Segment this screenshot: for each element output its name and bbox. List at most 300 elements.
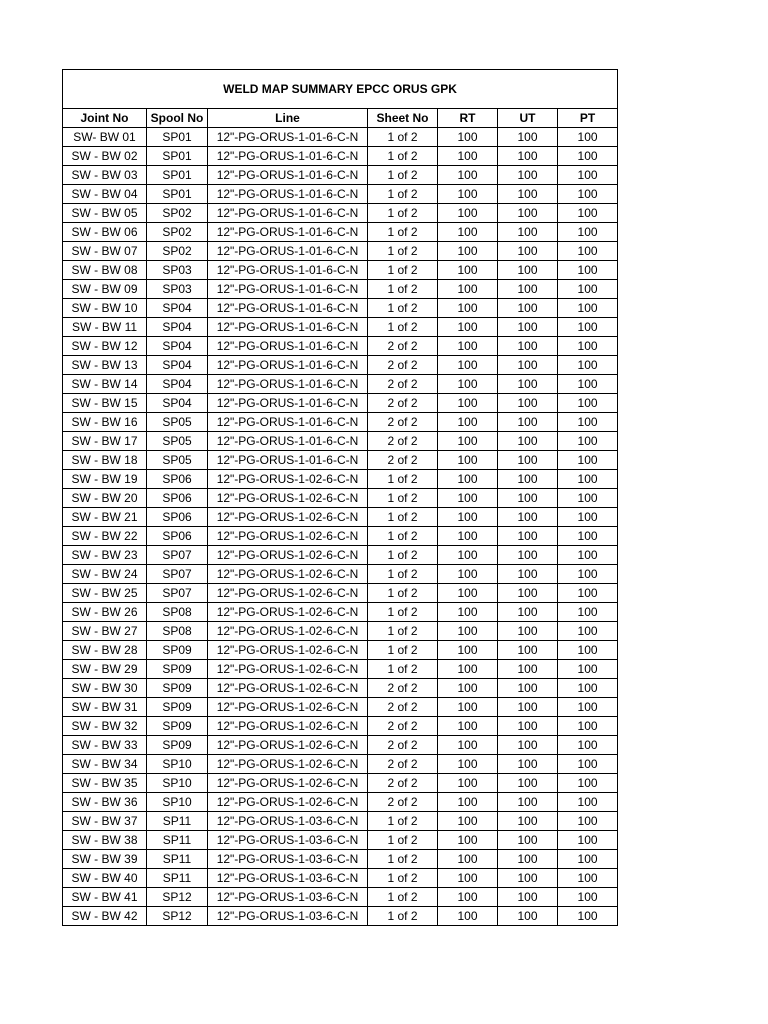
rt-cell: 100 bbox=[438, 717, 498, 736]
joint-no-cell: SW - BW 10 bbox=[63, 299, 147, 318]
pt-cell: 100 bbox=[558, 432, 618, 451]
ut-cell: 100 bbox=[498, 299, 558, 318]
pt-cell: 100 bbox=[558, 584, 618, 603]
pt-cell: 100 bbox=[558, 565, 618, 584]
table-row bbox=[63, 432, 618, 451]
sheet-no-cell: 1 of 2 bbox=[368, 622, 438, 641]
line-cell: 12"-PG-ORUS-1-03-6-C-N bbox=[208, 907, 368, 926]
line-cell: 12"-PG-ORUS-1-01-6-C-N bbox=[208, 337, 368, 356]
pt-cell: 100 bbox=[558, 850, 618, 869]
rt-cell: 100 bbox=[438, 242, 498, 261]
spool-no-cell: SP06 bbox=[147, 470, 208, 489]
line-cell: 12"-PG-ORUS-1-02-6-C-N bbox=[208, 736, 368, 755]
pt-cell: 100 bbox=[558, 527, 618, 546]
sheet-no-cell: 2 of 2 bbox=[368, 337, 438, 356]
table-row bbox=[63, 660, 618, 679]
pt-cell: 100 bbox=[558, 546, 618, 565]
rt-cell: 100 bbox=[438, 584, 498, 603]
pt-cell: 100 bbox=[558, 470, 618, 489]
sheet-no-cell: 2 of 2 bbox=[368, 394, 438, 413]
joint-no-cell: SW - BW 14 bbox=[63, 375, 147, 394]
pt-cell: 100 bbox=[558, 812, 618, 831]
joint-no-cell: SW - BW 29 bbox=[63, 660, 147, 679]
line-cell: 12"-PG-ORUS-1-02-6-C-N bbox=[208, 660, 368, 679]
ut-cell: 100 bbox=[498, 413, 558, 432]
line-cell: 12"-PG-ORUS-1-01-6-C-N bbox=[208, 356, 368, 375]
spool-no-cell: SP02 bbox=[147, 223, 208, 242]
sheet-no-cell: 1 of 2 bbox=[368, 641, 438, 660]
sheet-no-cell: 2 of 2 bbox=[368, 698, 438, 717]
sheet-no-cell: 1 of 2 bbox=[368, 584, 438, 603]
spool-no-cell: SP03 bbox=[147, 280, 208, 299]
line-cell: 12"-PG-ORUS-1-02-6-C-N bbox=[208, 774, 368, 793]
spool-no-cell: SP08 bbox=[147, 622, 208, 641]
spool-no-cell: SP08 bbox=[147, 603, 208, 622]
rt-cell: 100 bbox=[438, 147, 498, 166]
rt-cell: 100 bbox=[438, 185, 498, 204]
line-cell: 12"-PG-ORUS-1-02-6-C-N bbox=[208, 489, 368, 508]
pt-cell: 100 bbox=[558, 223, 618, 242]
pt-cell: 100 bbox=[558, 641, 618, 660]
rt-cell: 100 bbox=[438, 565, 498, 584]
table-row bbox=[63, 394, 618, 413]
joint-no-cell: SW - BW 16 bbox=[63, 413, 147, 432]
spool-no-cell: SP01 bbox=[147, 185, 208, 204]
sheet-no-cell: 1 of 2 bbox=[368, 660, 438, 679]
rt-cell: 100 bbox=[438, 831, 498, 850]
spool-no-cell: SP06 bbox=[147, 489, 208, 508]
column-header-joint-no: Joint No bbox=[63, 109, 147, 128]
spool-no-cell: SP09 bbox=[147, 698, 208, 717]
spool-no-cell: SP01 bbox=[147, 166, 208, 185]
table-row bbox=[63, 736, 618, 755]
spool-no-cell: SP05 bbox=[147, 451, 208, 470]
sheet-no-cell: 1 of 2 bbox=[368, 166, 438, 185]
table-row bbox=[63, 470, 618, 489]
pt-cell: 100 bbox=[558, 394, 618, 413]
weld-map-table bbox=[62, 69, 618, 926]
table-row bbox=[63, 375, 618, 394]
pt-cell: 100 bbox=[558, 356, 618, 375]
ut-cell: 100 bbox=[498, 907, 558, 926]
sheet-no-cell: 1 of 2 bbox=[368, 261, 438, 280]
column-header-pt: PT bbox=[558, 109, 618, 128]
ut-cell: 100 bbox=[498, 774, 558, 793]
sheet-no-cell: 2 of 2 bbox=[368, 432, 438, 451]
rt-cell: 100 bbox=[438, 261, 498, 280]
spool-no-cell: SP09 bbox=[147, 641, 208, 660]
rt-cell: 100 bbox=[438, 660, 498, 679]
pt-cell: 100 bbox=[558, 679, 618, 698]
line-cell: 12"-PG-ORUS-1-02-6-C-N bbox=[208, 584, 368, 603]
sheet-no-cell: 1 of 2 bbox=[368, 470, 438, 489]
pt-cell: 100 bbox=[558, 736, 618, 755]
joint-no-cell: SW - BW 11 bbox=[63, 318, 147, 337]
table-row bbox=[63, 204, 618, 223]
spool-no-cell: SP11 bbox=[147, 831, 208, 850]
pt-cell: 100 bbox=[558, 508, 618, 527]
sheet-no-cell: 2 of 2 bbox=[368, 755, 438, 774]
joint-no-cell: SW - BW 39 bbox=[63, 850, 147, 869]
sheet-no-cell: 1 of 2 bbox=[368, 603, 438, 622]
spool-no-cell: SP04 bbox=[147, 318, 208, 337]
joint-no-cell: SW - BW 15 bbox=[63, 394, 147, 413]
ut-cell: 100 bbox=[498, 394, 558, 413]
line-cell: 12"-PG-ORUS-1-01-6-C-N bbox=[208, 451, 368, 470]
ut-cell: 100 bbox=[498, 432, 558, 451]
spool-no-cell: SP04 bbox=[147, 337, 208, 356]
joint-no-cell: SW - BW 35 bbox=[63, 774, 147, 793]
table-row bbox=[63, 831, 618, 850]
table-row bbox=[63, 679, 618, 698]
line-cell: 12"-PG-ORUS-1-02-6-C-N bbox=[208, 508, 368, 527]
line-cell: 12"-PG-ORUS-1-02-6-C-N bbox=[208, 470, 368, 489]
table-row bbox=[63, 812, 618, 831]
sheet-no-cell: 1 of 2 bbox=[368, 907, 438, 926]
ut-cell: 100 bbox=[498, 584, 558, 603]
spool-no-cell: SP07 bbox=[147, 546, 208, 565]
rt-cell: 100 bbox=[438, 641, 498, 660]
spool-no-cell: SP04 bbox=[147, 394, 208, 413]
ut-cell: 100 bbox=[498, 717, 558, 736]
rt-cell: 100 bbox=[438, 622, 498, 641]
spool-no-cell: SP12 bbox=[147, 888, 208, 907]
rt-cell: 100 bbox=[438, 280, 498, 299]
line-cell: 12"-PG-ORUS-1-02-6-C-N bbox=[208, 698, 368, 717]
line-cell: 12"-PG-ORUS-1-01-6-C-N bbox=[208, 128, 368, 147]
joint-no-cell: SW - BW 08 bbox=[63, 261, 147, 280]
spool-no-cell: SP11 bbox=[147, 850, 208, 869]
ut-cell: 100 bbox=[498, 242, 558, 261]
pt-cell: 100 bbox=[558, 717, 618, 736]
table-row bbox=[63, 546, 618, 565]
joint-no-cell: SW - BW 19 bbox=[63, 470, 147, 489]
ut-cell: 100 bbox=[498, 660, 558, 679]
joint-no-cell: SW - BW 28 bbox=[63, 641, 147, 660]
rt-cell: 100 bbox=[438, 850, 498, 869]
pt-cell: 100 bbox=[558, 299, 618, 318]
joint-no-cell: SW - BW 12 bbox=[63, 337, 147, 356]
joint-no-cell: SW - BW 03 bbox=[63, 166, 147, 185]
line-cell: 12"-PG-ORUS-1-01-6-C-N bbox=[208, 242, 368, 261]
pt-cell: 100 bbox=[558, 755, 618, 774]
pt-cell: 100 bbox=[558, 185, 618, 204]
sheet-no-cell: 1 of 2 bbox=[368, 489, 438, 508]
table-row bbox=[63, 717, 618, 736]
pt-cell: 100 bbox=[558, 660, 618, 679]
rt-cell: 100 bbox=[438, 166, 498, 185]
line-cell: 12"-PG-ORUS-1-01-6-C-N bbox=[208, 432, 368, 451]
table-row bbox=[63, 261, 618, 280]
joint-no-cell: SW - BW 41 bbox=[63, 888, 147, 907]
line-cell: 12"-PG-ORUS-1-02-6-C-N bbox=[208, 793, 368, 812]
ut-cell: 100 bbox=[498, 622, 558, 641]
line-cell: 12"-PG-ORUS-1-01-6-C-N bbox=[208, 261, 368, 280]
ut-cell: 100 bbox=[498, 546, 558, 565]
line-cell: 12"-PG-ORUS-1-02-6-C-N bbox=[208, 546, 368, 565]
rt-cell: 100 bbox=[438, 812, 498, 831]
sheet-no-cell: 2 of 2 bbox=[368, 793, 438, 812]
sheet-no-cell: 1 of 2 bbox=[368, 888, 438, 907]
rt-cell: 100 bbox=[438, 603, 498, 622]
rt-cell: 100 bbox=[438, 774, 498, 793]
sheet-no-cell: 1 of 2 bbox=[368, 280, 438, 299]
table-row bbox=[63, 565, 618, 584]
pt-cell: 100 bbox=[558, 698, 618, 717]
rt-cell: 100 bbox=[438, 489, 498, 508]
ut-cell: 100 bbox=[498, 831, 558, 850]
joint-no-cell: SW - BW 18 bbox=[63, 451, 147, 470]
pt-cell: 100 bbox=[558, 375, 618, 394]
pt-cell: 100 bbox=[558, 147, 618, 166]
ut-cell: 100 bbox=[498, 603, 558, 622]
table-row bbox=[63, 622, 618, 641]
spool-no-cell: SP06 bbox=[147, 527, 208, 546]
ut-cell: 100 bbox=[498, 755, 558, 774]
joint-no-cell: SW - BW 13 bbox=[63, 356, 147, 375]
sheet-no-cell: 1 of 2 bbox=[368, 527, 438, 546]
joint-no-cell: SW - BW 34 bbox=[63, 755, 147, 774]
spool-no-cell: SP02 bbox=[147, 242, 208, 261]
table-row bbox=[63, 242, 618, 261]
line-cell: 12"-PG-ORUS-1-03-6-C-N bbox=[208, 888, 368, 907]
spool-no-cell: SP04 bbox=[147, 356, 208, 375]
ut-cell: 100 bbox=[498, 166, 558, 185]
sheet-no-cell: 1 of 2 bbox=[368, 242, 438, 261]
pt-cell: 100 bbox=[558, 280, 618, 299]
sheet-no-cell: 1 of 2 bbox=[368, 850, 438, 869]
sheet-no-cell: 1 of 2 bbox=[368, 546, 438, 565]
pt-cell: 100 bbox=[558, 166, 618, 185]
table-row bbox=[63, 641, 618, 660]
ut-cell: 100 bbox=[498, 356, 558, 375]
line-cell: 12"-PG-ORUS-1-02-6-C-N bbox=[208, 755, 368, 774]
rt-cell: 100 bbox=[438, 470, 498, 489]
ut-cell: 100 bbox=[498, 812, 558, 831]
joint-no-cell: SW - BW 09 bbox=[63, 280, 147, 299]
header-row bbox=[63, 109, 618, 128]
ut-cell: 100 bbox=[498, 565, 558, 584]
line-cell: 12"-PG-ORUS-1-01-6-C-N bbox=[208, 204, 368, 223]
table-row bbox=[63, 147, 618, 166]
ut-cell: 100 bbox=[498, 850, 558, 869]
joint-no-cell: SW- BW 01 bbox=[63, 128, 147, 147]
joint-no-cell: SW - BW 21 bbox=[63, 508, 147, 527]
table-body bbox=[63, 128, 618, 926]
line-cell: 12"-PG-ORUS-1-01-6-C-N bbox=[208, 280, 368, 299]
table-row bbox=[63, 527, 618, 546]
table-row bbox=[63, 603, 618, 622]
sheet-no-cell: 1 of 2 bbox=[368, 147, 438, 166]
rt-cell: 100 bbox=[438, 679, 498, 698]
rt-cell: 100 bbox=[438, 318, 498, 337]
ut-cell: 100 bbox=[498, 147, 558, 166]
sheet-no-cell: 1 of 2 bbox=[368, 223, 438, 242]
sheet-no-cell: 1 of 2 bbox=[368, 831, 438, 850]
ut-cell: 100 bbox=[498, 128, 558, 147]
rt-cell: 100 bbox=[438, 128, 498, 147]
table-row bbox=[63, 850, 618, 869]
column-header-ut: UT bbox=[498, 109, 558, 128]
table-row bbox=[63, 755, 618, 774]
sheet-no-cell: 1 of 2 bbox=[368, 869, 438, 888]
joint-no-cell: SW - BW 06 bbox=[63, 223, 147, 242]
spool-no-cell: SP07 bbox=[147, 565, 208, 584]
table-row bbox=[63, 185, 618, 204]
rt-cell: 100 bbox=[438, 432, 498, 451]
table-row bbox=[63, 299, 618, 318]
pt-cell: 100 bbox=[558, 413, 618, 432]
rt-cell: 100 bbox=[438, 527, 498, 546]
line-cell: 12"-PG-ORUS-1-02-6-C-N bbox=[208, 603, 368, 622]
rt-cell: 100 bbox=[438, 299, 498, 318]
rt-cell: 100 bbox=[438, 451, 498, 470]
spool-no-cell: SP02 bbox=[147, 204, 208, 223]
joint-no-cell: SW - BW 23 bbox=[63, 546, 147, 565]
line-cell: 12"-PG-ORUS-1-02-6-C-N bbox=[208, 641, 368, 660]
ut-cell: 100 bbox=[498, 185, 558, 204]
line-cell: 12"-PG-ORUS-1-02-6-C-N bbox=[208, 622, 368, 641]
rt-cell: 100 bbox=[438, 793, 498, 812]
pt-cell: 100 bbox=[558, 451, 618, 470]
line-cell: 12"-PG-ORUS-1-01-6-C-N bbox=[208, 166, 368, 185]
ut-cell: 100 bbox=[498, 869, 558, 888]
table-row bbox=[63, 584, 618, 603]
spool-no-cell: SP05 bbox=[147, 432, 208, 451]
column-header-spool-no: Spool No bbox=[147, 109, 208, 128]
pt-cell: 100 bbox=[558, 774, 618, 793]
spool-no-cell: SP05 bbox=[147, 413, 208, 432]
spool-no-cell: SP10 bbox=[147, 755, 208, 774]
line-cell: 12"-PG-ORUS-1-02-6-C-N bbox=[208, 527, 368, 546]
sheet-no-cell: 1 of 2 bbox=[368, 185, 438, 204]
rt-cell: 100 bbox=[438, 337, 498, 356]
ut-cell: 100 bbox=[498, 375, 558, 394]
table-row bbox=[63, 413, 618, 432]
spool-no-cell: SP09 bbox=[147, 679, 208, 698]
sheet-no-cell: 1 of 2 bbox=[368, 128, 438, 147]
spool-no-cell: SP06 bbox=[147, 508, 208, 527]
table-row bbox=[63, 508, 618, 527]
line-cell: 12"-PG-ORUS-1-03-6-C-N bbox=[208, 850, 368, 869]
ut-cell: 100 bbox=[498, 204, 558, 223]
spool-no-cell: SP09 bbox=[147, 717, 208, 736]
joint-no-cell: SW - BW 04 bbox=[63, 185, 147, 204]
joint-no-cell: SW - BW 05 bbox=[63, 204, 147, 223]
spool-no-cell: SP11 bbox=[147, 869, 208, 888]
pt-cell: 100 bbox=[558, 337, 618, 356]
joint-no-cell: SW - BW 24 bbox=[63, 565, 147, 584]
rt-cell: 100 bbox=[438, 736, 498, 755]
pt-cell: 100 bbox=[558, 242, 618, 261]
rt-cell: 100 bbox=[438, 755, 498, 774]
column-header-sheet-no: Sheet No bbox=[368, 109, 438, 128]
joint-no-cell: SW - BW 26 bbox=[63, 603, 147, 622]
ut-cell: 100 bbox=[498, 736, 558, 755]
spool-no-cell: SP01 bbox=[147, 147, 208, 166]
sheet-no-cell: 2 of 2 bbox=[368, 451, 438, 470]
pt-cell: 100 bbox=[558, 128, 618, 147]
joint-no-cell: SW - BW 38 bbox=[63, 831, 147, 850]
table-row bbox=[63, 223, 618, 242]
line-cell: 12"-PG-ORUS-1-01-6-C-N bbox=[208, 223, 368, 242]
ut-cell: 100 bbox=[498, 280, 558, 299]
table-row bbox=[63, 774, 618, 793]
ut-cell: 100 bbox=[498, 261, 558, 280]
line-cell: 12"-PG-ORUS-1-03-6-C-N bbox=[208, 831, 368, 850]
ut-cell: 100 bbox=[498, 451, 558, 470]
rt-cell: 100 bbox=[438, 375, 498, 394]
line-cell: 12"-PG-ORUS-1-01-6-C-N bbox=[208, 318, 368, 337]
spool-no-cell: SP10 bbox=[147, 793, 208, 812]
table-row bbox=[63, 337, 618, 356]
line-cell: 12"-PG-ORUS-1-01-6-C-N bbox=[208, 413, 368, 432]
line-cell: 12"-PG-ORUS-1-02-6-C-N bbox=[208, 717, 368, 736]
joint-no-cell: SW - BW 22 bbox=[63, 527, 147, 546]
joint-no-cell: SW - BW 33 bbox=[63, 736, 147, 755]
rt-cell: 100 bbox=[438, 223, 498, 242]
spool-no-cell: SP09 bbox=[147, 660, 208, 679]
rt-cell: 100 bbox=[438, 888, 498, 907]
line-cell: 12"-PG-ORUS-1-01-6-C-N bbox=[208, 394, 368, 413]
column-header-rt: RT bbox=[438, 109, 498, 128]
sheet-no-cell: 1 of 2 bbox=[368, 812, 438, 831]
pt-cell: 100 bbox=[558, 888, 618, 907]
rt-cell: 100 bbox=[438, 508, 498, 527]
ut-cell: 100 bbox=[498, 223, 558, 242]
table-row bbox=[63, 280, 618, 299]
joint-no-cell: SW - BW 30 bbox=[63, 679, 147, 698]
pt-cell: 100 bbox=[558, 261, 618, 280]
spool-no-cell: SP04 bbox=[147, 375, 208, 394]
spool-no-cell: SP01 bbox=[147, 128, 208, 147]
joint-no-cell: SW - BW 02 bbox=[63, 147, 147, 166]
table-row bbox=[63, 451, 618, 470]
spool-no-cell: SP04 bbox=[147, 299, 208, 318]
spool-no-cell: SP10 bbox=[147, 774, 208, 793]
joint-no-cell: SW - BW 36 bbox=[63, 793, 147, 812]
sheet-no-cell: 2 of 2 bbox=[368, 413, 438, 432]
sheet-no-cell: 2 of 2 bbox=[368, 774, 438, 793]
ut-cell: 100 bbox=[498, 527, 558, 546]
line-cell: 12"-PG-ORUS-1-01-6-C-N bbox=[208, 375, 368, 394]
ut-cell: 100 bbox=[498, 489, 558, 508]
joint-no-cell: SW - BW 31 bbox=[63, 698, 147, 717]
joint-no-cell: SW - BW 20 bbox=[63, 489, 147, 508]
pt-cell: 100 bbox=[558, 204, 618, 223]
joint-no-cell: SW - BW 27 bbox=[63, 622, 147, 641]
table-row bbox=[63, 907, 618, 926]
ut-cell: 100 bbox=[498, 698, 558, 717]
pt-cell: 100 bbox=[558, 489, 618, 508]
joint-no-cell: SW - BW 42 bbox=[63, 907, 147, 926]
line-cell: 12"-PG-ORUS-1-01-6-C-N bbox=[208, 147, 368, 166]
table-row bbox=[63, 356, 618, 375]
pt-cell: 100 bbox=[558, 622, 618, 641]
line-cell: 12"-PG-ORUS-1-01-6-C-N bbox=[208, 185, 368, 204]
rt-cell: 100 bbox=[438, 413, 498, 432]
ut-cell: 100 bbox=[498, 888, 558, 907]
sheet-no-cell: 1 of 2 bbox=[368, 299, 438, 318]
sheet-no-cell: 2 of 2 bbox=[368, 717, 438, 736]
column-header-line: Line bbox=[208, 109, 368, 128]
table-title: WELD MAP SUMMARY EPCC ORUS GPK bbox=[63, 70, 618, 109]
rt-cell: 100 bbox=[438, 394, 498, 413]
sheet-no-cell: 2 of 2 bbox=[368, 679, 438, 698]
ut-cell: 100 bbox=[498, 470, 558, 489]
spool-no-cell: SP09 bbox=[147, 736, 208, 755]
table-row bbox=[63, 128, 618, 147]
